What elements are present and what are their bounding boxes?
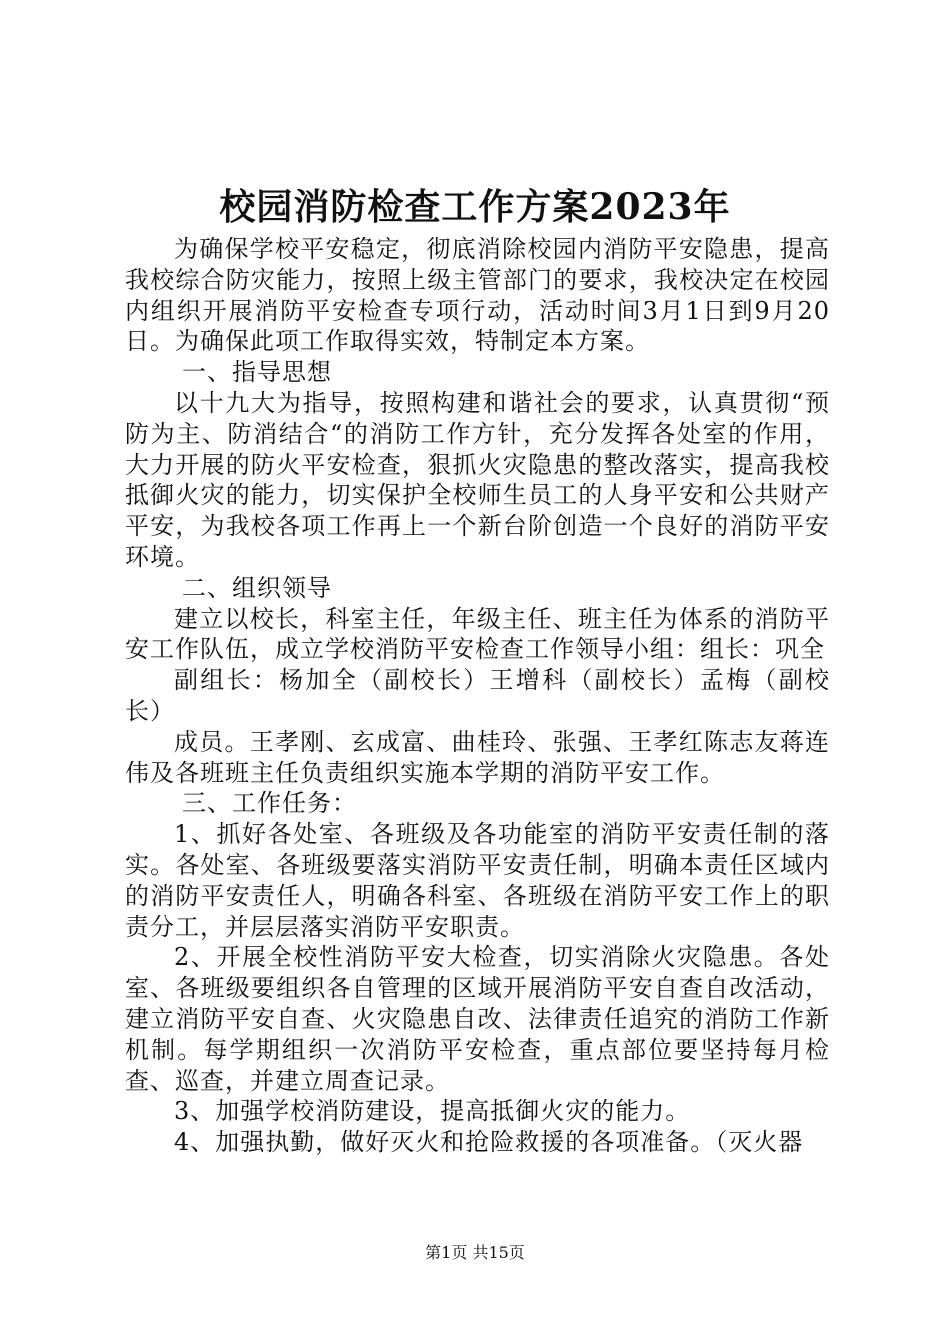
section-heading-guiding-ideology: 一、指导思想 [182, 358, 332, 387]
guiding-ideology-paragraph: 以十九大为指导，按照构建和谐社会的要求，认真贯彻“预防为主、防消结合“的消防工作方针，充分发挥各处室的作用，大力开展的防火平安检查，狠抓火灾隐患的整改落实，提高我校抵御火灾的能力，切实保护全校师生员工的人身平安和公共财产平安，为我校各项工作再上一个新台阶创造一个良好的消防平安环境。 [125, 388, 830, 571]
intro-paragraph: 为确保学校平安稳定，彻底消除校园内消防平安隐患，提高我校综合防灾能力，按照上级主管部门的要求，我校决定在校园内组织开展消防平安检查专项行动，活动时间3月1日到9月20日。为确保此项工作取得实效，特制定本方案。 [125, 235, 830, 356]
page-footer: 第1页 共15页 [425, 1243, 525, 1262]
organization-paragraph: 建立以校长，科室主任，年级主任、班主任为体系的消防平安工作队伍，成立学校消防平安检查工作领导小组：组长：巩全 [125, 604, 830, 664]
task-3-paragraph: 3、加强学校消防建设，提高抵御火灾的能力。 [174, 1097, 691, 1126]
section-heading-tasks: 三、工作任务： [182, 789, 357, 818]
task-4-paragraph: 4、加强执勤，做好灭火和抢险救援的各项准备。（灭火器 [174, 1128, 804, 1157]
deputy-leaders-paragraph: 副组长：杨加全（副校长）王增科（副校长）孟梅（副校长） [125, 666, 830, 725]
document-title: 校园消防检查工作方案2023年 [219, 186, 731, 228]
task-2-paragraph: 2、开展全校性消防平安大检查，切实消除火灾隐患。各处室、各班级要组织各自管理的区域开展消防平安自查自改活动，建立消防平安自查、火灾隐患自改、法律责任追究的消防工作新机制。每学期组织一次消防平安检查，重点部位要坚持每月检查、巡查，并建立周查记录。 [125, 943, 830, 1095]
section-heading-organization: 二、组织领导 [182, 573, 332, 602]
members-paragraph: 成员。王孝刚、玄成富、曲桂玲、张强、王孝红陈志友蒋连伟及各班班主任负责组织实施本学期的消防平安工作。 [125, 727, 830, 787]
document-body [125, 234, 830, 1158]
task-1-paragraph: 1、抓好各处室、各班级及各功能室的消防平安责任制的落实。各处室、各班级要落实消防平安责任制，明确本责任区域内的消防平安责任人，明确各科室、各班级在消防平安工作上的职责分工，并层层落实消防平安职责。 [125, 820, 830, 941]
